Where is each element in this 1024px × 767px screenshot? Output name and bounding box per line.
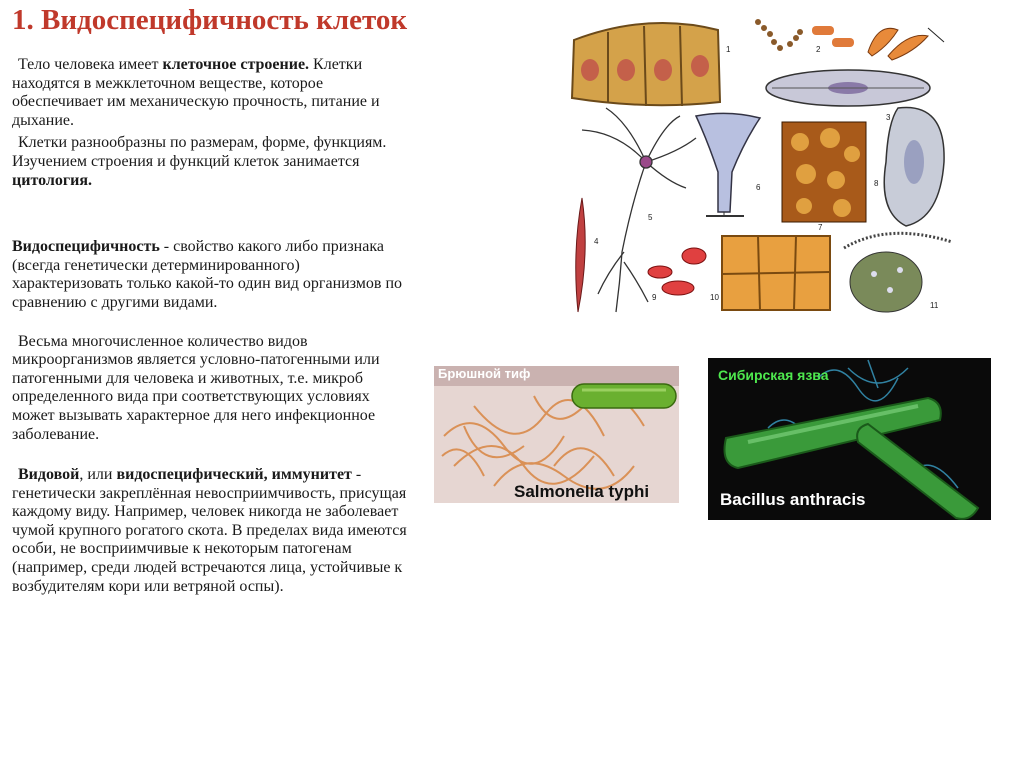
fig-label-11: 11 [930, 301, 939, 310]
paragraph-species-specificity [12, 238, 412, 312]
paragraph-cytology [12, 134, 412, 190]
p5-bold-c: видоспецифический, иммунитет [116, 466, 352, 484]
paragraph-microorganisms [12, 333, 412, 445]
p1-bold-term: клеточное строение. [162, 56, 310, 73]
flagellated-cells-drawing [868, 28, 944, 60]
paragraph-immunity [12, 466, 412, 596]
fig-label-7: 7 [818, 223, 823, 232]
paragraph-cell-structure [12, 56, 412, 130]
text-column [12, 56, 412, 596]
salmonella-species: Salmonella typhi [514, 482, 650, 501]
anthrax-title: Сибирская язва [718, 367, 829, 383]
p2-text-a: Клетки разнообразны по размерам, форме, функциям. Изучением строения и функций клеток занимается [12, 134, 387, 170]
plant-cells-drawing [722, 236, 830, 310]
fig-label-5: 5 [648, 213, 653, 222]
p2-bold-term: цитология. [12, 171, 92, 189]
fig-label-8: 8 [874, 179, 879, 188]
tissue-drawing [782, 122, 866, 222]
anthrax-photo [708, 358, 991, 520]
fig-label-3: 3 [886, 113, 891, 122]
fig-label-4: 4 [594, 237, 599, 246]
paramecium-drawing [884, 107, 944, 226]
p1-text-c: Клетки находятся в межклеточном веществе, которое обеспечивает им механическую прочность, питание и дыхание. [12, 56, 380, 129]
fig-label-2: 2 [816, 45, 821, 54]
fig-label-6: 6 [756, 183, 761, 192]
p1-text-a: Тело человека имеет [18, 56, 163, 73]
page-title: 1. Видоспецифичность клеток [12, 4, 408, 36]
fig-label-9: 9 [652, 293, 657, 302]
cell-types-illustration [568, 12, 960, 322]
salmonella-title: Брюшной тиф [438, 366, 531, 381]
p5-text-b: , или [79, 466, 117, 484]
diatom-drawing [766, 70, 930, 106]
p3-bold-term: Видоспецифичность [12, 238, 160, 256]
epithelium-drawing [572, 23, 720, 106]
p4-text: Весьма многочисленное количество видов микроорганизмов является условно-патогенными или патогенными для человека и животных, т.е. микроб определенного вида при соответствующих условиях может вызывать характерное для него инфекционное заболевание. [12, 332, 380, 443]
vorticella-drawing [696, 113, 760, 216]
fig-label-10: 10 [710, 293, 719, 302]
p3-text-b: - свойство какого либо признака (всегда генетически детерминированного) характеризовать только какой-то один вид организмов по сравнению с другими видами. [12, 238, 403, 311]
muscle-cell-drawing [576, 198, 585, 312]
p5-text-d: - генетически закреплённая невосприимчивость, присущая каждому виду. Например, человек никогда не заболевает чумой крупного рогатого скота. В пределах вида имеются особи, не восприимчивые к некоторым патогенам (например, среди людей встречаются лица, устойчивые к возбудителям кори или ветряной оспы). [12, 466, 407, 595]
salmonella-photo [434, 366, 679, 503]
p5-bold-a: Видовой [18, 466, 80, 484]
fig-label-1: 1 [726, 45, 731, 54]
anthrax-species: Bacillus anthracis [720, 490, 866, 509]
blood-cells-drawing [648, 248, 706, 295]
bacteria-drawing [755, 19, 854, 51]
